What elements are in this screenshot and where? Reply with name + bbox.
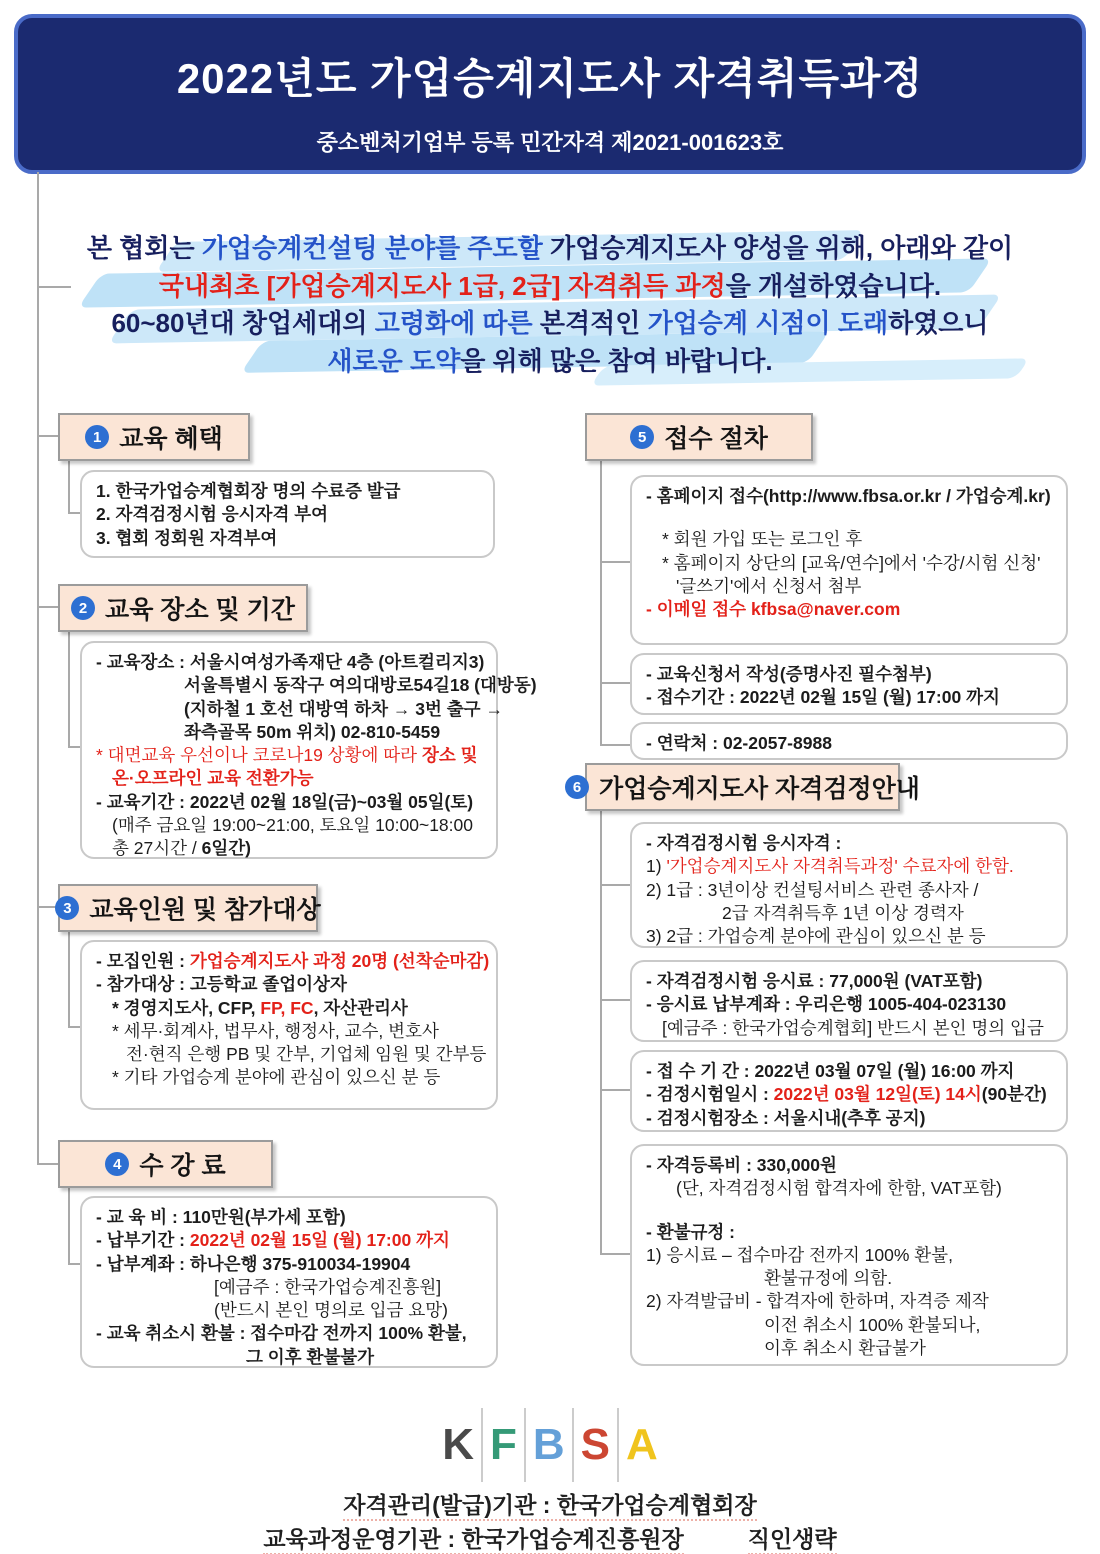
payment-deadline: - 납부기간 : 2022년 02월 15일 (월) 17:00 까지	[96, 1230, 450, 1251]
section-number-badge: 3	[55, 896, 79, 920]
refund-policy-title: - 환불규정 :	[646, 1221, 735, 1242]
benefit-item: 2. 자격검정시험 응시자격 부여	[96, 504, 329, 525]
eligibility-item: 1) '가업승계지도사 자격취득과정' 수료자에 한함.	[646, 856, 1014, 877]
apply-step: '글쓰기'에서 신청서 첨부	[676, 575, 862, 596]
participants-box	[80, 940, 498, 1110]
period-line: 총 27시간 / 6일간)	[112, 838, 252, 859]
benefit-item: 3. 협회 정회원 자격부여	[96, 527, 278, 548]
section-header-place-period	[58, 584, 308, 632]
tree-line	[600, 1253, 630, 1255]
tree-line	[68, 746, 80, 748]
place-line: 서울특별시 동작구 여의대방로54길18 (대방동)	[184, 675, 537, 696]
intro-line-1: 본 협회는 가업승계컨설팅 분야를 주도할 가업승계지도사 양성을 위해, 아래와 같이	[86, 233, 1014, 263]
logo-divider	[481, 1408, 483, 1482]
tree-line	[68, 1026, 80, 1028]
tuition-line: - 교 육 비 : 110만원(부가세 포함)	[96, 1207, 346, 1227]
section-number-badge: 2	[71, 596, 95, 620]
exam-account-line: - 응시료 납부계좌 : 우리은행 1005-404-023130	[646, 994, 1007, 1015]
tree-line	[68, 632, 70, 748]
target-detail: 전·현직 은행 PB 및 간부, 기업체 임원 및 간부등	[126, 1044, 487, 1065]
exam-eligibility-box	[630, 822, 1068, 948]
registration-fee: - 자격등록비 : 330,000원	[646, 1155, 837, 1175]
target-line: - 참가대상 : 고등학교 졸업이상자	[96, 974, 347, 995]
tuition-box	[80, 1196, 498, 1368]
tree-line	[600, 461, 602, 746]
section-number-badge: 6	[565, 775, 589, 799]
section-title: 접수 절차	[664, 425, 768, 453]
bank-account: - 납부계좌 : 하나은행 375-910034-19904	[96, 1253, 411, 1274]
application-form-box	[630, 653, 1068, 715]
tree-line	[37, 286, 71, 288]
tree-line	[37, 172, 39, 1165]
section-header-participants	[58, 884, 321, 932]
place-line: 좌측골목 50m 위치) 02-810-5459	[184, 721, 441, 742]
application-web-box	[630, 475, 1068, 645]
stamp-omitted-note: 직인생략	[748, 1526, 837, 1554]
registration-fee-note: (단, 자격검정시험 합격자에 한함, VAT포함)	[676, 1178, 1002, 1199]
eligibility-item: 3) 2급 : 가업승계 분야에 관심이 있으신 분 등	[646, 926, 986, 947]
tree-line	[600, 884, 630, 886]
exam-account-holder: [예금주 : 한국가업승계협회] 반드시 본인 명의 입금	[662, 1017, 1044, 1038]
tree-line	[600, 1089, 630, 1091]
place-line: (지하철 1 호선 대방역 하차 → 3번 출구 →	[184, 698, 503, 719]
period-line: - 교육기간 : 2022년 02월 18일(금)~03월 05일(토)	[96, 791, 474, 812]
section-header-application	[585, 413, 813, 461]
section-title: 가업승계지도사 자격검정안내	[599, 775, 920, 803]
refund-line: 그 이후 환불불가	[246, 1346, 375, 1367]
kfbsa-logo	[0, 1408, 1100, 1482]
footer-organizations	[0, 1488, 1100, 1554]
section-header-benefits	[58, 413, 250, 461]
logo-letter-b: B	[532, 1420, 565, 1469]
poster-subtitle: 중소벤처기업부 등록 민간자격 제2021-001623호	[316, 130, 784, 155]
tree-line	[600, 682, 630, 684]
refund-policy-item: 이전 취소시 100% 환불되나,	[764, 1314, 981, 1335]
section-title: 교육 혜택	[119, 425, 223, 453]
tree-line	[37, 606, 58, 608]
operating-org-line: 교육과정운영기관 : 한국가업승계진흥원장 직인생략	[0, 1522, 1100, 1554]
tree-line	[68, 1188, 70, 1265]
exam-apply-period: - 접 수 기 간 : 2022년 03월 07일 (월) 16:00 까지	[646, 1061, 1015, 1081]
benefit-item: 1. 한국가업승계협회장 명의 수료증 발급	[96, 481, 401, 501]
exam-datetime: - 검정시험일시 : 2022년 03월 12일(토) 14시(90분간)	[646, 1084, 1047, 1105]
tree-line	[68, 512, 80, 514]
section-number-badge: 4	[105, 1152, 129, 1176]
refund-policy-item: 1) 응시료 – 접수마감 전까지 100% 환불,	[646, 1244, 953, 1265]
exam-place: - 검정시험장소 : 서울시내(추후 공지)	[646, 1107, 926, 1128]
period-line: (매주 금요일 19:00~21:00, 토요일 10:00~18:00	[112, 814, 473, 835]
eligibility-title: - 자격검정시험 응시자격 :	[646, 833, 842, 853]
tree-line	[68, 461, 70, 514]
logo-divider	[524, 1408, 526, 1482]
tree-line	[600, 811, 602, 1255]
refund-policy-item: 2) 자격발급비 - 합격자에 한하며, 자격증 제작	[646, 1291, 989, 1312]
tree-line	[37, 1163, 58, 1165]
section-title: 교육인원 및 참가대상	[89, 896, 321, 924]
tree-line	[600, 561, 630, 563]
intro-line-2: 국내최초 [가업승계지도사 1급, 2급] 자격취득 과정을 개설하였습니다.	[158, 270, 942, 301]
refund-line: - 교육 취소시 환불 : 접수마감 전까지 100% 환불,	[96, 1323, 467, 1344]
registration-refund-box	[630, 1144, 1068, 1366]
contact-box	[630, 722, 1068, 760]
section-title: 교육 장소 및 기간	[105, 596, 295, 624]
email-line: - 이메일 접수 kfbsa@naver.com	[646, 599, 901, 620]
place-period-box	[80, 641, 537, 859]
account-holder: [예금주 : 한국가업승계진흥원]	[214, 1276, 442, 1297]
section-title: 수 강 료	[139, 1152, 226, 1180]
section-header-tuition	[58, 1140, 273, 1188]
target-detail: * 세무·회계사, 법무사, 행정사, 교수, 변호사	[112, 1020, 439, 1041]
tree-line	[37, 435, 58, 437]
section-header-exam-info	[572, 763, 920, 811]
exam-schedule-box	[630, 1050, 1068, 1132]
tree-line	[600, 744, 630, 746]
apply-step: * 회원 가입 또는 로그인 후	[662, 529, 863, 550]
intro-line-3: 60~80년대 창업세대의 고령화에 따른 본격적인 가업승계 시점이 도래하였으니	[111, 308, 989, 339]
place-line: - 교육장소 : 서울시여성가족재단 4층 (아트컬리지3)	[96, 652, 485, 672]
intro-paragraph	[60, 230, 1040, 381]
contact-line: - 연락처 : 02-2057-8988	[646, 733, 832, 753]
logo-divider	[617, 1408, 619, 1482]
recruit-line: - 모집인원 : 가업승계지도사 과정 20명 (선착순마감)	[96, 951, 490, 971]
intro-line-4: 새로운 도약을 위해 많은 참여 바랍니다.	[327, 346, 773, 377]
tree-line	[600, 999, 630, 1001]
poster-banner	[14, 14, 1086, 174]
tree-line	[68, 932, 70, 1028]
exam-fee-line: - 자격검정시험 응시료 : 77,000원 (VAT포함)	[646, 971, 983, 991]
refund-policy-item: 이후 취소시 환급불가	[764, 1337, 926, 1358]
form-line: - 교육신청서 작성(증명사진 필수첨부)	[646, 664, 932, 684]
target-detail: * 경영지도사, CFP, FP, FC, 자산관리사	[112, 997, 408, 1018]
logo-letter-k: K	[442, 1420, 474, 1469]
benefits-box	[80, 470, 495, 558]
target-detail: * 기타 가업승계 분야에 관심이 있으신 분 등	[112, 1067, 441, 1088]
logo-letter-f: F	[489, 1420, 517, 1469]
apply-step: * 홈페이지 상단의 [교육/연수]에서 '수강/시험 신청'	[662, 552, 1041, 573]
refund-policy-item: 환불규정에 의함.	[764, 1268, 893, 1289]
deposit-note: (반드시 본인 명의로 입금 요망)	[214, 1300, 448, 1321]
eligibility-item: 2) 1급 : 3년이상 컨설팅서비스 관련 종사자 /	[646, 879, 979, 900]
section-number-badge: 5	[630, 425, 654, 449]
issuing-org-line: 자격관리(발급)기관 : 한국가업승계협회장	[0, 1488, 1100, 1522]
apply-deadline: - 접수기간 : 2022년 02월 15일 (월) 17:00 까지	[646, 687, 1000, 708]
logo-divider	[572, 1408, 574, 1482]
covid-note: * 대면교육 우선이나 코로나19 상황에 따라 장소 및	[96, 745, 478, 766]
logo-letter-s: S	[580, 1420, 611, 1469]
poster-title: 2022년도 가업승계지도사 자격취득과정	[176, 55, 924, 102]
section-number-badge: 1	[85, 425, 109, 449]
eligibility-item: 2급 자격취득후 1년 이상 경력자	[722, 902, 964, 923]
website-line: - 홈페이지 접수(http://www.fbsa.or.kr / 가업승계.kr)	[646, 486, 1051, 506]
logo-letter-a: A	[626, 1420, 658, 1469]
exam-fee-box	[630, 960, 1068, 1042]
tree-line	[68, 1263, 80, 1265]
covid-note: 온·오프라인 교육 전환가능	[112, 768, 314, 789]
